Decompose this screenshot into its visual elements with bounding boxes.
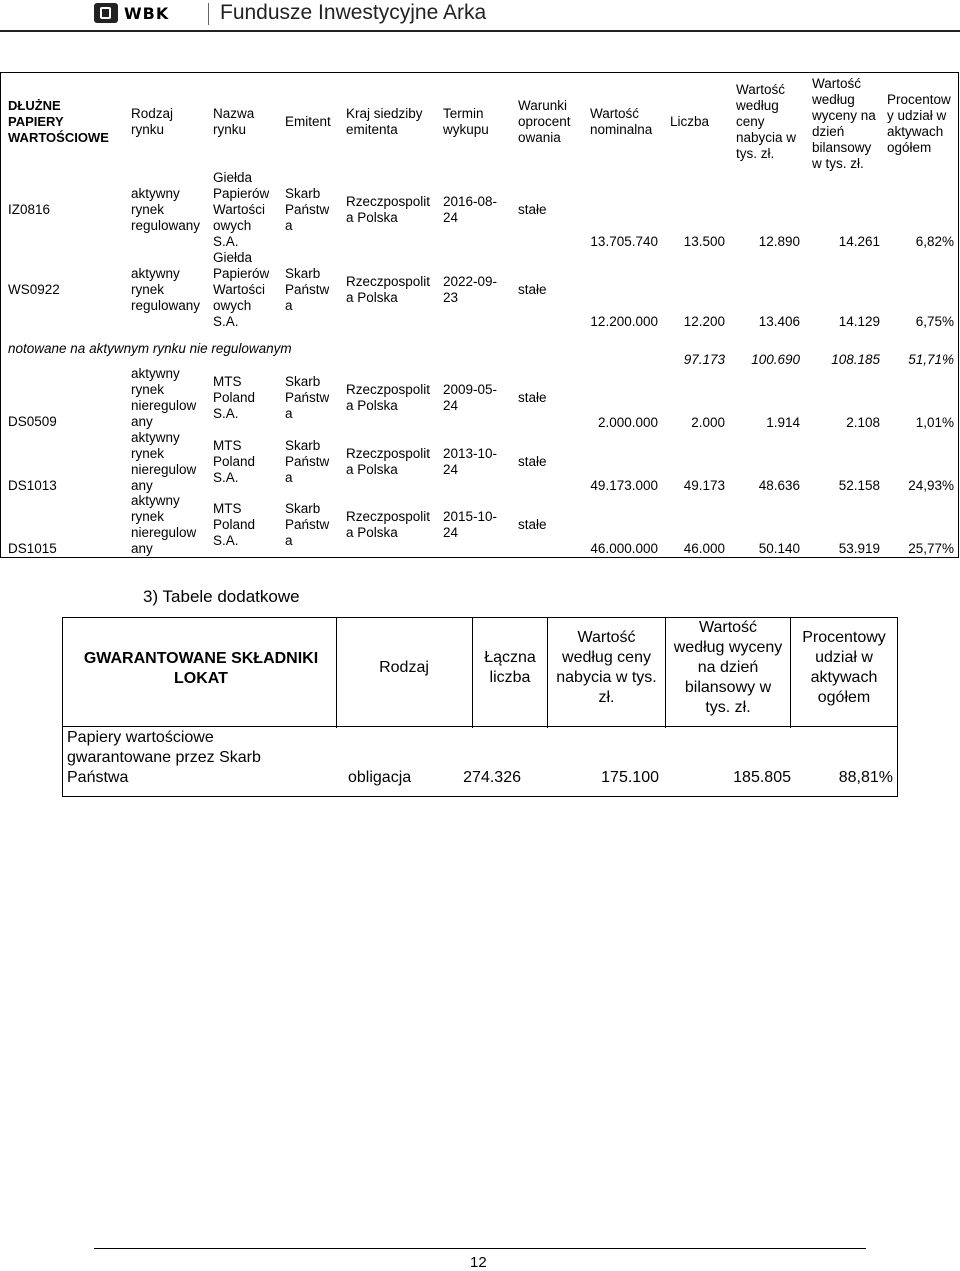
share-value: 24,93%	[908, 478, 954, 493]
market-name: Giełda Papierów Wartości owych S.A.	[213, 170, 270, 249]
valuation-value: 14.261	[838, 234, 880, 249]
security-name: DS0509	[8, 414, 57, 429]
security-name: IZ0816	[8, 202, 51, 217]
market-name: Giełda Papierów Wartości owych S.A.	[213, 250, 270, 329]
valuation-value: 14.129	[838, 314, 880, 329]
interest-terms: stałe	[518, 202, 547, 217]
brand-name: WBK	[124, 4, 170, 23]
share-value: 1,01%	[915, 415, 954, 430]
column-header: Emitent	[285, 114, 331, 129]
share-value: 6,75%	[915, 314, 954, 329]
nominal-value: 2.000.000	[597, 415, 658, 430]
maturity-date: 2009-05- 24	[443, 382, 498, 413]
row-type: obligacja	[348, 769, 412, 786]
column-header: Procentowy udział w aktywach ogółem	[802, 629, 886, 706]
issuer-country: Rzeczpospolit a Polska	[346, 509, 431, 540]
count-value: 13.500	[683, 234, 725, 249]
count-value: 12.200	[683, 314, 725, 329]
section-total-valuation: 108.185	[831, 352, 880, 367]
maturity-date: 2015-10- 24	[443, 509, 498, 540]
count-value: 2.000	[691, 415, 725, 430]
column-header: Wartość według wyceny na dzień bilansowy w tys. zł.	[812, 76, 876, 171]
security-name: WS0922	[8, 282, 60, 297]
count-value: 46.000	[683, 541, 725, 556]
market-type: aktywny rynek nieregulow any	[131, 493, 197, 556]
nominal-value: 46.000.000	[590, 541, 658, 556]
column-header: GWARANTOWANE SKŁADNIKI LOKAT	[83, 650, 319, 687]
header-divider	[208, 3, 209, 25]
maturity-date: 2013-10- 24	[443, 446, 498, 477]
share-value: 6,82%	[915, 234, 954, 249]
issuer: Skarb Państw a	[285, 186, 330, 233]
issuer-country: Rzeczpospolit a Polska	[346, 274, 431, 305]
valuation-value: 52.158	[838, 478, 880, 493]
section-total-count: 97.173	[683, 352, 725, 367]
nominal-value: 13.705.740	[590, 234, 658, 249]
market-type: aktywny rynek regulowany	[131, 186, 201, 233]
cost-value: 1.914	[766, 415, 800, 430]
column-header: Kraj siedziby emitenta	[346, 106, 423, 137]
column-header: Wartość według wyceny na dzień bilansowy w tys. zł.	[673, 619, 783, 716]
column-header: Wartość nominalna	[590, 106, 653, 137]
column-header: Nazwa rynku	[213, 106, 255, 137]
nominal-value: 12.200.000	[590, 314, 658, 329]
valuation-value: 53.919	[838, 541, 880, 556]
row-cost: 175.100	[601, 769, 659, 786]
interest-terms: stałe	[518, 517, 547, 532]
interest-terms: stałe	[518, 282, 547, 297]
maturity-date: 2022-09- 23	[443, 274, 498, 305]
column-header: Wartość według ceny nabycia w tys. zł.	[736, 82, 797, 161]
column-header: Wartość według ceny nabycia w tys. zł.	[556, 629, 657, 706]
valuation-value: 2.108	[846, 415, 880, 430]
market-name: MTS Poland S.A.	[213, 501, 256, 548]
column-header: Warunki oprocent owania	[518, 98, 571, 145]
market-type: aktywny rynek nieregulow any	[131, 366, 197, 429]
column-header: Rodzaj	[379, 659, 429, 676]
column-header: Termin wykupu	[443, 106, 489, 137]
column-header: Łączna liczba	[484, 649, 536, 686]
interest-terms: stałe	[518, 454, 547, 469]
column-header: Rodzaj rynku	[131, 106, 174, 137]
cost-value: 13.406	[758, 314, 800, 329]
section-heading: 3) Tabele dodatkowe	[143, 587, 300, 606]
table-divider	[63, 726, 897, 727]
cost-value: 48.636	[758, 478, 800, 493]
issuer: Skarb Państw a	[285, 438, 330, 485]
row-valuation: 185.805	[733, 769, 791, 786]
cost-value: 12.890	[758, 234, 800, 249]
section-title: notowane na aktywnym rynku nie regulowanym	[8, 341, 292, 356]
market-name: MTS Poland S.A.	[213, 438, 256, 485]
column-header: Liczba	[670, 114, 710, 129]
column-header: DŁUŻNE PAPIERY WARTOŚCIOWE	[8, 98, 109, 145]
page-number: 12	[470, 1254, 487, 1271]
column-header: Procentow y udział w aktywach ogółem	[887, 92, 951, 155]
row-count: 274.326	[463, 769, 521, 786]
row-label: Papiery wartościowe gwarantowane przez Skarb Państwa	[67, 729, 261, 786]
page-header-title: Fundusze Inwestycyjne Arka	[220, 1, 487, 24]
security-name: DS1013	[8, 478, 57, 493]
market-type: aktywny rynek regulowany	[131, 266, 201, 313]
issuer-country: Rzeczpospolit a Polska	[346, 382, 431, 413]
issuer: Skarb Państw a	[285, 374, 330, 421]
share-value: 25,77%	[908, 541, 954, 556]
footer-rule	[94, 1248, 866, 1249]
market-name: MTS Poland S.A.	[213, 374, 256, 421]
maturity-date: 2016-08- 24	[443, 194, 498, 225]
issuer: Skarb Państw a	[285, 266, 330, 313]
section-total-share: 51,71%	[908, 352, 954, 367]
section-total-cost: 100.690	[751, 352, 800, 367]
row-share: 88,81%	[838, 769, 893, 786]
security-name: DS1015	[8, 541, 57, 556]
issuer-country: Rzeczpospolit a Polska	[346, 194, 431, 225]
header-rule	[0, 30, 960, 32]
nominal-value: 49.173.000	[590, 478, 658, 493]
bank-logo-icon	[94, 3, 118, 23]
interest-terms: stałe	[518, 390, 547, 405]
cost-value: 50.140	[758, 541, 800, 556]
count-value: 49.173	[683, 478, 725, 493]
issuer: Skarb Państw a	[285, 501, 330, 548]
market-type: aktywny rynek nieregulow any	[131, 430, 197, 493]
issuer-country: Rzeczpospolit a Polska	[346, 446, 431, 477]
guaranteed-assets-table	[62, 617, 898, 797]
